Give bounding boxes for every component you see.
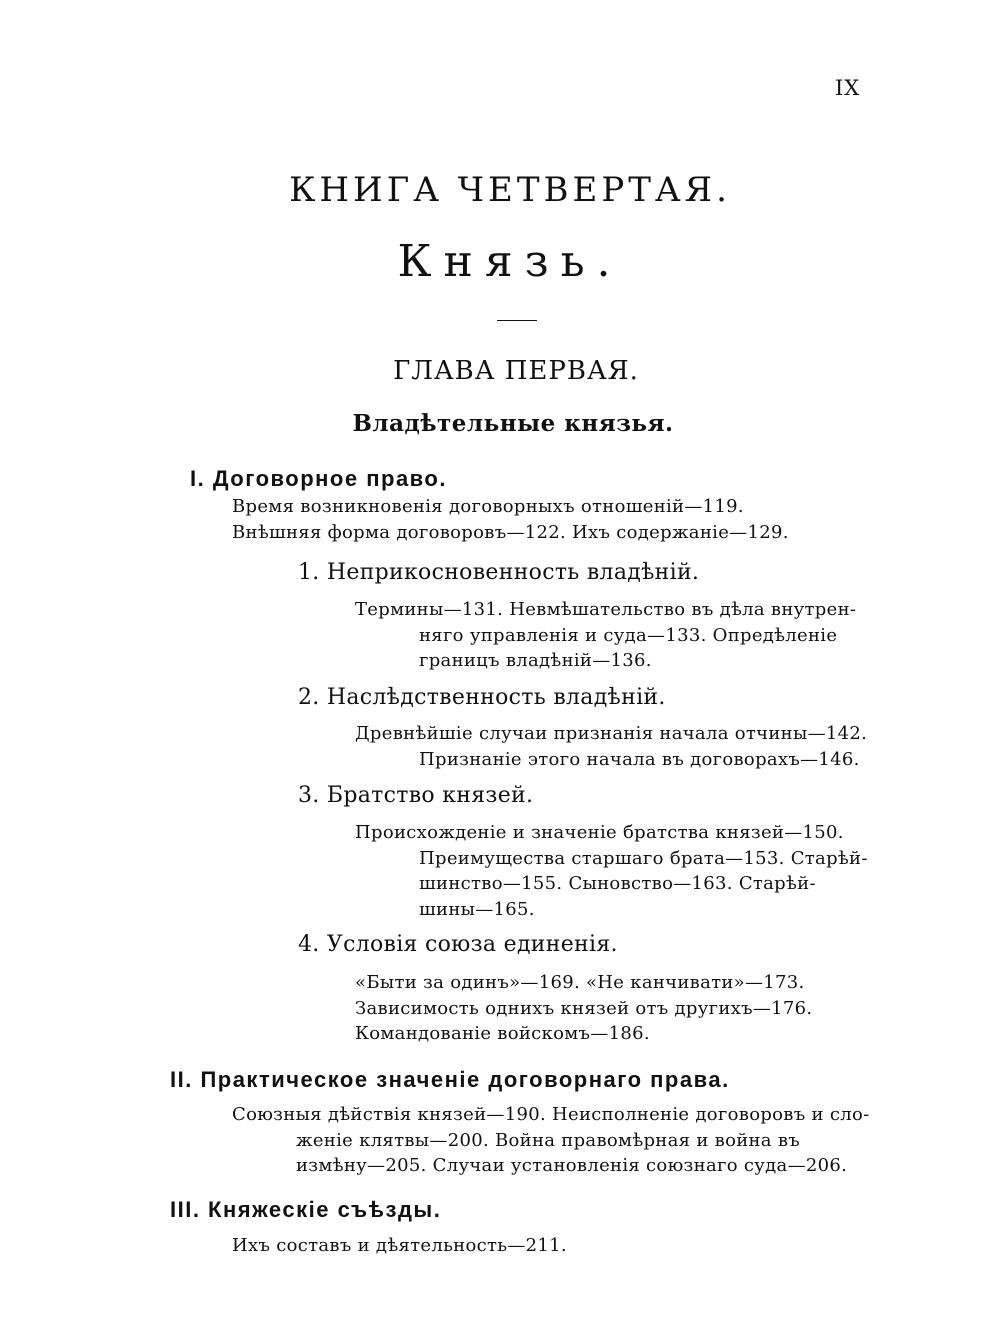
- subsection-text: [355, 970, 812, 1047]
- text-line: Происхожденіе и значеніе братства князей—150.: [355, 822, 844, 843]
- text-line: Зависимость однихъ князей отъ другихъ—176.: [355, 997, 813, 1019]
- text-line: Преимущества старшаго брата—153. Старѣй-: [419, 847, 868, 869]
- text-line: Внѣшняя форма договоровъ—122. Ихъ содержаніе—129.: [232, 521, 789, 543]
- text-line: «Быти за одинъ»—169. «Не канчивати»—173.: [355, 972, 805, 993]
- text-line: Командованіе войскомъ—186.: [355, 1023, 650, 1044]
- text-line: шинство—155. Сыновство—163. Старѣй-: [419, 873, 816, 894]
- subsection-heading: 2. Наслѣдственность владѣній.: [298, 685, 666, 710]
- subsection-text: [355, 597, 856, 674]
- section-text: [232, 1233, 567, 1259]
- book-subtitle: Князь.: [397, 236, 623, 287]
- text-line: Время возникновенія договорныхъ отношеній—119.: [232, 496, 744, 517]
- section-heading: III. Княжескіе съѣзды.: [170, 1197, 442, 1222]
- text-line: измѣну—205. Случаи установленія союзнаго суда—206.: [296, 1155, 848, 1176]
- text-line: Термины—131. Невмѣшательство въ дѣла внутрен-: [355, 599, 857, 620]
- subsection-heading: 4. Условія союза единенія.: [298, 932, 618, 957]
- text-line: няго управленія и суда—133. Опредѣленіе: [419, 624, 838, 646]
- text-line: Древнѣйшіе случаи признанія начала отчины—142.: [355, 723, 868, 744]
- section-heading: I. Договорное право.: [190, 466, 447, 491]
- subsection-text: [355, 721, 867, 772]
- text-line: границъ владѣній—136.: [419, 650, 652, 671]
- chapter-title: ГЛАВА ПЕРВАЯ.: [393, 356, 639, 386]
- page-number: IX: [835, 76, 861, 100]
- text-line: Ихъ составъ и дѣятельность—211.: [232, 1235, 567, 1256]
- section-text: [232, 1102, 869, 1179]
- section-text: [232, 494, 789, 545]
- subsection-text: [355, 820, 868, 922]
- text-line: шины—165.: [419, 898, 535, 920]
- book-title: КНИГА ЧЕТВЕРТАЯ.: [289, 170, 731, 210]
- section-heading: II. Практическое значеніе договорнаго права.: [170, 1067, 730, 1092]
- text-line: женіе клятвы—200. Война правомѣрная и война въ: [296, 1129, 801, 1151]
- divider: [497, 320, 537, 321]
- text-line: Союзныя дѣйствія князей—190. Неисполненіе договоровъ и сло-: [232, 1104, 870, 1125]
- text-line: Признаніе этого начала въ договорахъ—146.: [419, 748, 860, 770]
- chapter-subtitle: Владѣтельные князья.: [352, 410, 674, 437]
- subsection-heading: 3. Братство князей.: [298, 783, 534, 808]
- subsection-heading: 1. Неприкосновенность владѣній.: [298, 560, 700, 585]
